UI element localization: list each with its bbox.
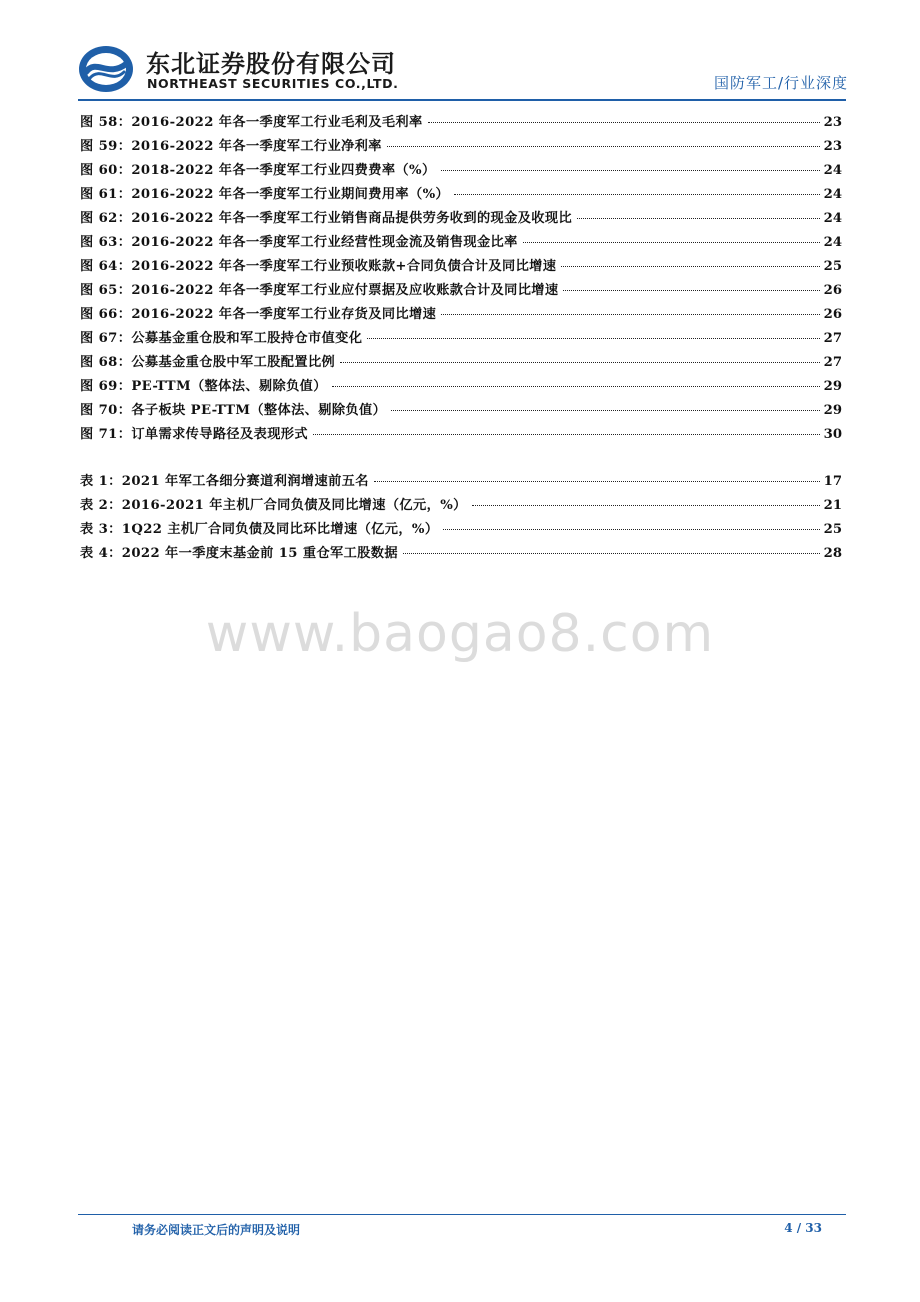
toc-entry[interactable] [80,423,842,447]
toc-entry-page: 30 [823,427,842,442]
toc-entry-page: 21 [823,498,842,513]
toc-leader-dots [472,505,820,506]
toc-entry-page: 24 [823,211,842,226]
toc-entry-label: 图 70：各子板块 PE-TTM（整体法、剔除负值） [80,403,387,418]
toc-leader-dots [403,553,820,554]
header-divider [78,99,846,101]
toc-entry-label: 图 58：2016-2022 年各一季度军工行业毛利及毛利率 [80,115,423,130]
toc-entry[interactable] [80,375,842,399]
toc-entry[interactable] [80,399,842,423]
toc-leader-dots [391,410,819,411]
toc-entry-label: 图 69：PE-TTM（整体法、剔除负值） [80,379,327,394]
toc-entry-page: 24 [823,163,842,178]
company-name-en: NORTHEAST SECURITIES CO.,LTD. [147,76,399,91]
footer-disclaimer: 请务必阅读正文后的声明及说明 [132,1223,301,1237]
toc-entry-page: 23 [823,115,842,130]
toc-entry-page: 27 [823,355,842,370]
toc-entry-page: 25 [823,522,842,537]
toc-leader-dots [332,386,820,387]
toc-entry[interactable] [80,279,842,303]
toc-figures-list [80,111,842,447]
toc-entry-page: 24 [823,187,842,202]
toc-leader-dots [367,338,819,339]
toc-entry[interactable] [80,470,842,494]
toc-entry[interactable] [80,327,842,351]
toc-entry-page: 29 [823,379,842,394]
toc-leader-dots [313,434,820,435]
toc-entry[interactable] [80,159,842,183]
toc-entry[interactable] [80,183,842,207]
toc-leader-dots [577,218,820,219]
toc-entry-label: 图 65：2016-2022 年各一季度军工行业应付票据及应收账款合计及同比增速 [80,283,559,298]
toc-entry-label: 图 59：2016-2022 年各一季度军工行业净利率 [80,139,382,154]
toc-entry-label: 图 71：订单需求传导路径及表现形式 [80,427,308,442]
toc-entry-page: 27 [823,331,842,346]
toc-entry-page: 26 [823,307,842,322]
watermark: www.baogao8.com [205,604,715,664]
toc-entry-page: 25 [823,259,842,274]
toc-entry[interactable] [80,494,842,518]
toc-entry-label: 图 61：2016-2022 年各一季度军工行业期间费用率（%） [80,187,450,202]
toc-leader-dots [443,529,819,530]
toc-entry-label: 表 4：2022 年一季度末基金前 15 重仓军工股数据 [80,546,398,561]
toc-leader-dots [563,290,819,291]
toc-entry-label: 图 67：公募基金重仓股和军工股持仓市值变化 [80,331,363,346]
toc-entry-page: 17 [823,474,842,489]
toc-leader-dots [441,314,819,315]
toc-entry-label: 图 60：2018-2022 年各一季度军工行业四费费率（%） [80,163,436,178]
toc-entry[interactable] [80,542,842,566]
toc-entry-page: 28 [823,546,842,561]
toc-leader-dots [441,170,820,171]
toc-leader-dots [523,242,820,243]
toc-entry-page: 29 [823,403,842,418]
toc-leader-dots [387,146,820,147]
toc-leader-dots [454,194,820,195]
toc-entry-label: 图 62：2016-2022 年各一季度军工行业销售商品提供劳务收到的现金及收现比 [80,211,573,226]
toc-entry[interactable] [80,111,842,135]
toc-leader-dots [428,122,820,123]
toc-entry-page: 24 [823,235,842,250]
toc-entry[interactable] [80,255,842,279]
toc-entry[interactable] [80,351,842,375]
toc-entry-label: 图 63：2016-2022 年各一季度军工行业经营性现金流及销售现金比率 [80,235,518,250]
toc-entry[interactable] [80,518,842,542]
toc-entry-label: 表 3：1Q22 主机厂合同负债及同比环比增速（亿元，%） [80,522,439,537]
report-type: 国防军工/行业深度 [713,74,848,92]
toc-entry-page: 23 [823,139,842,154]
toc-entry[interactable] [80,303,842,327]
toc-entry-label: 图 68：公募基金重仓股中军工股配置比例 [80,355,336,370]
toc-leader-dots [561,266,819,267]
page-number: 4 / 33 [784,1221,822,1235]
northeast-securities-logo-icon [78,44,134,94]
company-name-cn: 东北证券股份有限公司 [146,50,396,78]
toc-leader-dots [340,362,820,363]
footer-divider [78,1214,846,1215]
toc-entry[interactable] [80,231,842,255]
toc-entry-page: 26 [823,283,842,298]
toc-entry-label: 图 66：2016-2022 年各一季度军工行业存货及同比增速 [80,307,437,322]
toc-leader-dots [374,481,820,482]
toc-entry-label: 图 64：2016-2022 年各一季度军工行业预收账款+合同负债合计及同比增速 [80,259,557,274]
toc-tables-list [80,470,842,566]
toc-entry[interactable] [80,135,842,159]
toc-entry-label: 表 1：2021 年军工各细分赛道利润增速前五名 [80,474,369,489]
toc-entry[interactable] [80,207,842,231]
page-header [78,40,848,96]
toc-entry-label: 表 2：2016-2021 年主机厂合同负债及同比增速（亿元，%） [80,498,467,513]
